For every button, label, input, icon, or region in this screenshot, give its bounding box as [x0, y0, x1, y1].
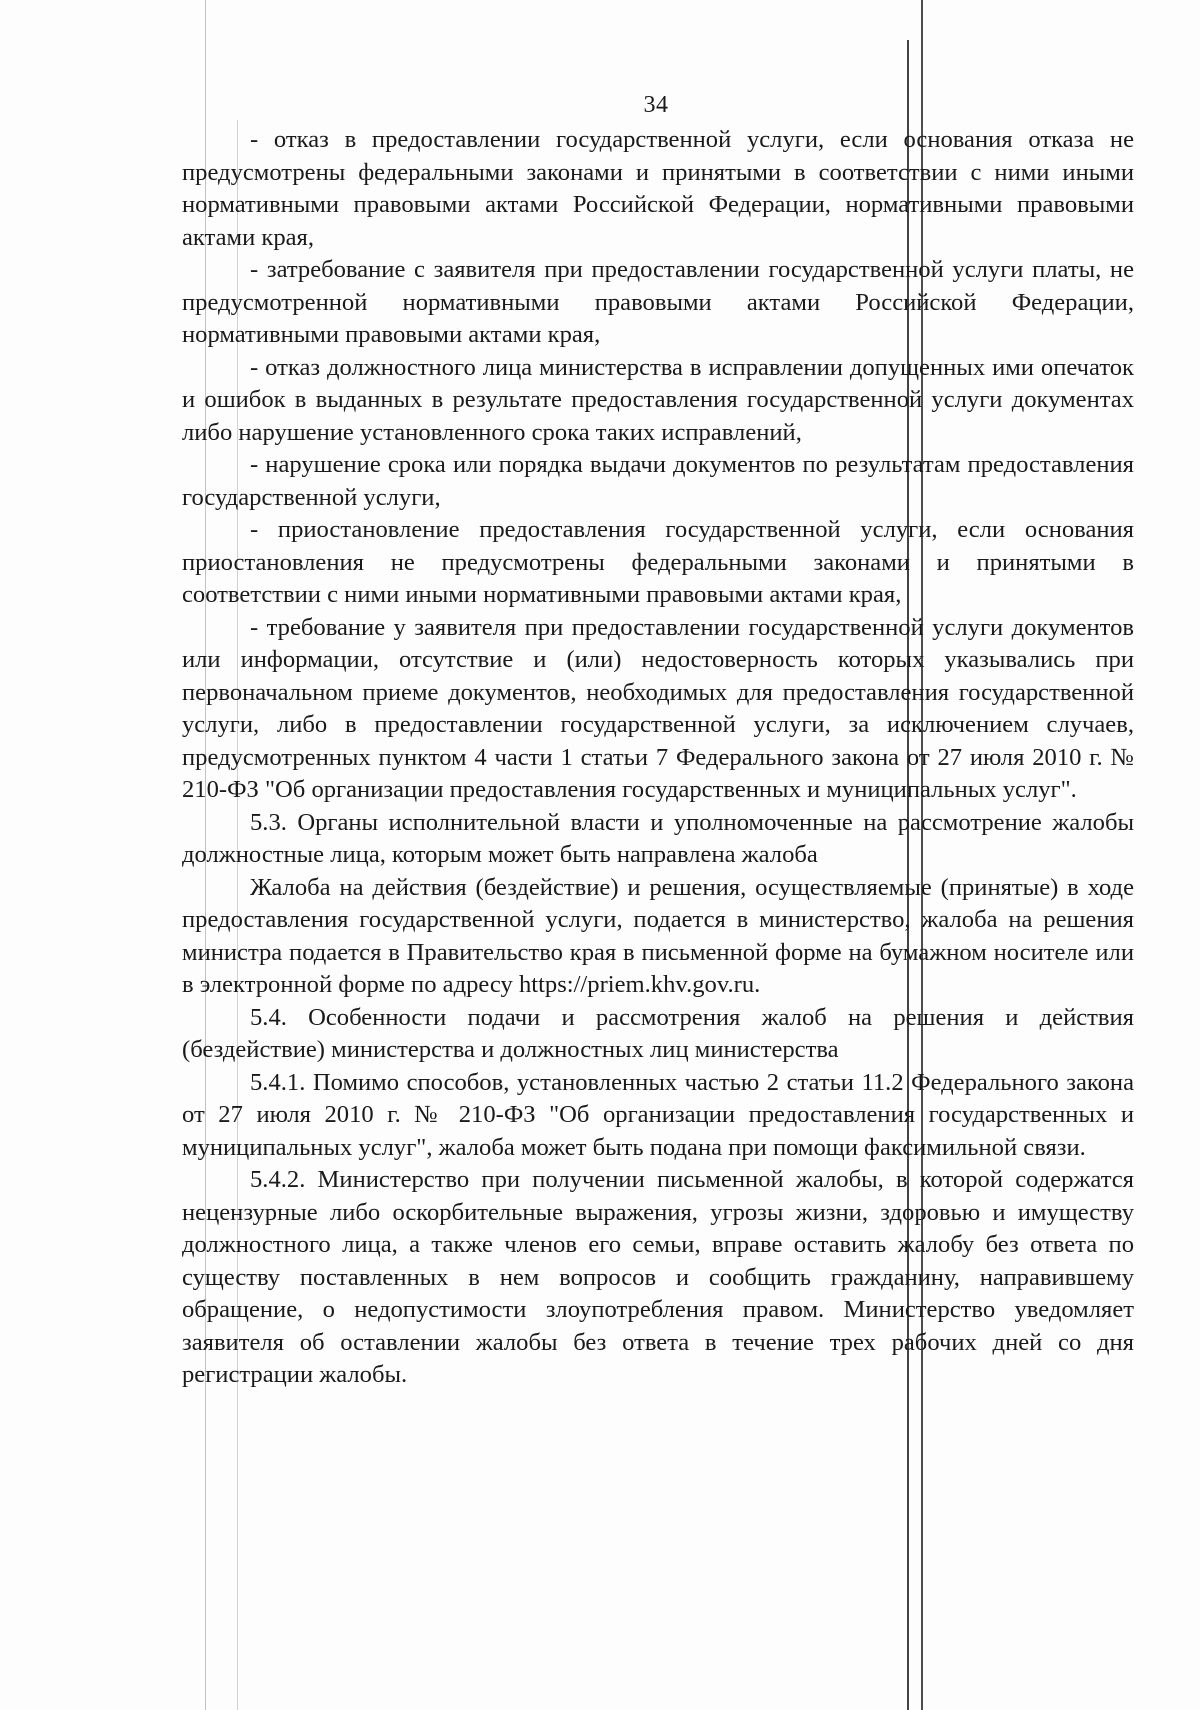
- section-5-3: 5.3. Органы исполнительной власти и уполномоченные на рассмотрение жалобы должностные лица, которым может быть направлена жалоба: [182, 808, 1134, 868]
- section-5-4-2: 5.4.2. Министерство при получении письменной жалобы, в которой содержатся нецензурные либо оскорбительные выражения, угрозы жизни, здоровью и имуществу должностного лица, а также членов его семьи, вправе оставить жалобу без ответа по существу поставленных в нем вопросов и сообщить гражданину, направившему обращение, о недопустимости злоупотребления правом. Министерство уведомляет заявителя об оставлении жалобы без ответа в течение трех рабочих дней со дня регистрации жалобы.: [182, 1166, 1134, 1388]
- page-number: 34: [643, 92, 669, 118]
- paragraph-document-demand: - требование у заявителя при предоставлении государственной услуги документов или информации, отсутствие и (или) недостоверность которых указывались при первоначальном приеме документов, необходимых для предоставления государственной услуги, либо в предоставлении государственной услуги, за исключением случаев, предусмотренных пунктом 4 части 1 статьи 7 Федерального закона от 27 июля 2010 г. № 210-ФЗ "Об организации предоставления государственных и муниципальных услуг".: [182, 613, 1134, 803]
- paragraph-suspension: - приостановление предоставления государственной услуги, если основания приостановления не предусмотрены федеральными законами и принятыми в соответствии с ними иными нормативными правовыми актами края,: [182, 516, 1134, 608]
- paragraph-fee-demand: - затребование с заявителя при предоставлении государственной услуги платы, не предусмотренной нормативными правовыми актами Российской Федерации, нормативными правовыми актами края,: [182, 256, 1134, 348]
- paragraph-correction-refusal: - отказ должностного лица министерства в исправлении допущенных ими опечаток и ошибок в выданных в результате предоставления государственной услуги документах либо нарушение установленного срока таких исправлений,: [182, 353, 1134, 446]
- section-5-4-1: 5.4.1. Помимо способов, установленных частью 2 статьи 11.2 Федерального закона от 27 июля 2010 г. № 210-ФЗ "Об организации предоставления государственных и муниципальных услуг", жалоба может быть подана при помощи факсимильной связи.: [182, 1068, 1134, 1161]
- paragraph-issue-delay: - нарушение срока или порядка выдачи документов по результатам предоставления государственной услуги,: [182, 451, 1134, 511]
- document-body: [182, 124, 1134, 1392]
- paragraph-complaint-address: Жалоба на действия (бездействие) и решения, осуществляемые (принятые) в ходе предоставления государственной услуги, подается в министерство, жалоба на решения министра подается в Правительство края в письменной форме на бумажном носителе или в электронной форме по адресу https://priem.khv.gov.ru.: [182, 873, 1134, 998]
- section-5-4: 5.4. Особенности подачи и рассмотрения жалоб на решения и действия (бездействие) министерства и должностных лиц министерства: [182, 1003, 1134, 1063]
- paragraph-refusal: - отказ в предоставлении государственной услуги, если основания отказа не предусмотрены федеральными законами и принятыми в соответствии с ними иными нормативными правовыми актами Российской Федерации, нормативными правовыми актами края,: [182, 126, 1134, 251]
